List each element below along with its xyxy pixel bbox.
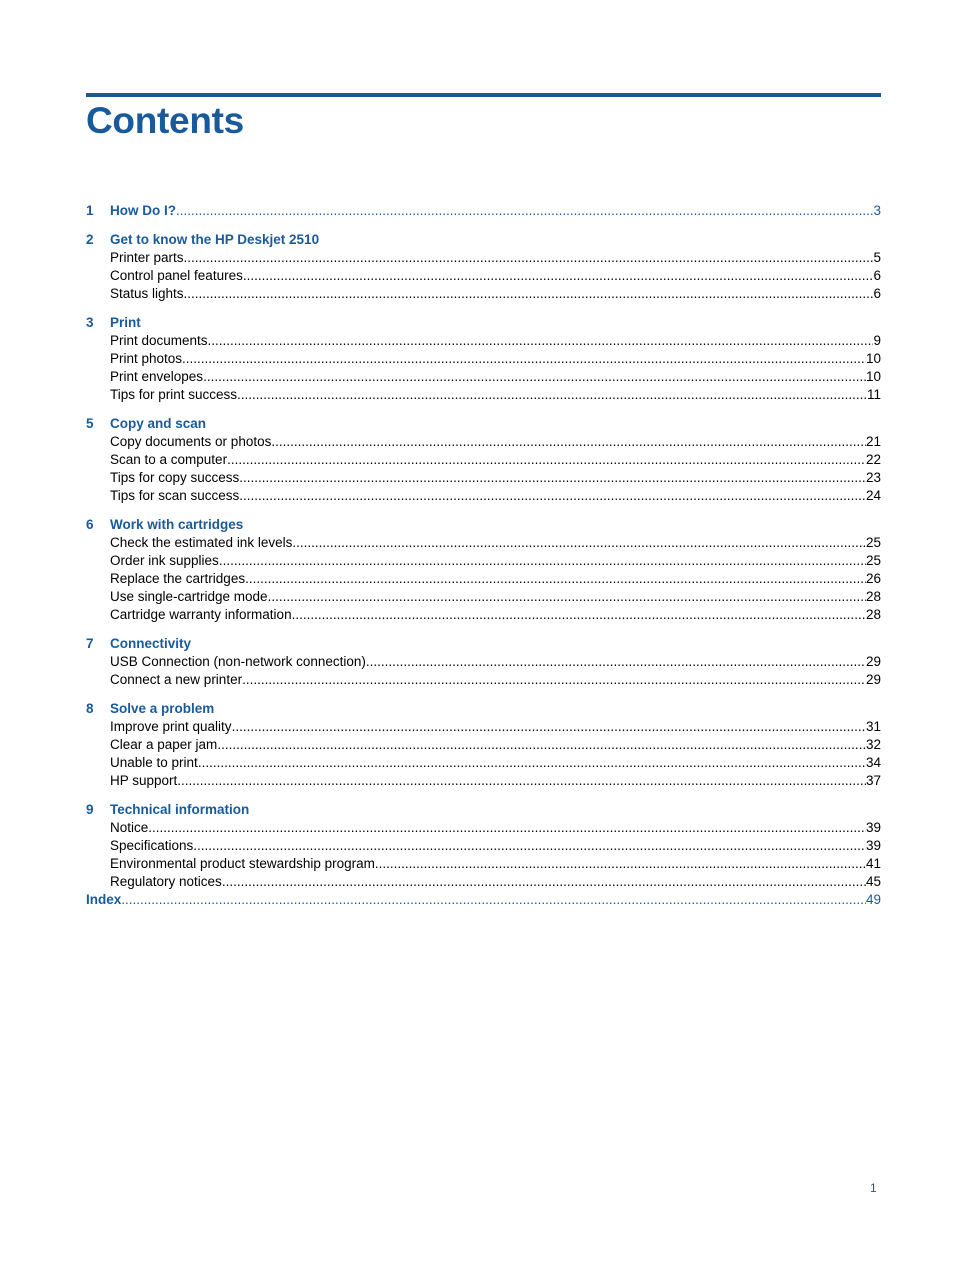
chapter-title: Print	[110, 315, 141, 330]
toc-chapter-heading-link[interactable]	[86, 516, 881, 534]
entry-label: Clear a paper jam	[110, 737, 218, 752]
toc-chapter-8	[86, 700, 881, 790]
entry-label: Cartridge warranty information	[110, 607, 292, 622]
toc-entry-link[interactable]	[110, 552, 881, 570]
entry-label: Environmental product stewardship program	[110, 856, 375, 871]
toc-chapter-6	[86, 516, 881, 624]
entry-label: Tips for scan success	[110, 488, 240, 503]
toc-chapter-1	[86, 202, 881, 220]
dot-leader	[193, 837, 866, 855]
toc-entry-link[interactable]	[110, 534, 881, 552]
entry-label: HP support	[110, 773, 178, 788]
entry-page-number: 10	[865, 369, 881, 384]
toc-chapter-heading-link[interactable]	[86, 801, 881, 819]
dot-leader	[217, 736, 866, 754]
dot-leader	[232, 718, 866, 736]
toc-chapter-9	[86, 801, 881, 891]
entry-label: Tips for copy success	[110, 470, 240, 485]
dot-leader	[203, 368, 866, 386]
toc-entry-link[interactable]	[110, 487, 881, 505]
chapter-title: Copy and scan	[110, 416, 207, 431]
chapter-title: Technical information	[110, 802, 250, 817]
entry-label: Connect a new printer	[110, 672, 243, 687]
entry-label: Unable to print	[110, 755, 198, 770]
entry-page-number: 31	[865, 719, 881, 734]
entry-page-number: 41	[865, 856, 881, 871]
dot-leader	[198, 754, 866, 772]
entry-page-number: 28	[865, 607, 881, 622]
entry-label: Order ink supplies	[110, 553, 219, 568]
toc-entry-link[interactable]	[110, 653, 881, 671]
entry-page-number: 6	[873, 286, 881, 301]
toc-entry-link[interactable]	[110, 855, 881, 873]
dot-leader	[219, 552, 866, 570]
chapter-title: How Do I?	[110, 203, 176, 218]
entry-label: Notice	[110, 820, 149, 835]
entry-page-number: 28	[865, 589, 881, 604]
toc-entry-link[interactable]	[110, 570, 881, 588]
entry-label: Use single-cartridge mode	[110, 589, 268, 604]
chapter-number: 6	[86, 517, 94, 532]
entry-page-number: 39	[865, 820, 881, 835]
entry-page-number: 34	[865, 755, 881, 770]
toc-entry-link[interactable]	[110, 332, 881, 350]
toc-entry-link[interactable]	[110, 819, 881, 837]
entry-label: Control panel features	[110, 268, 243, 283]
chapter-title: Work with cartridges	[110, 517, 244, 532]
toc-chapter-heading-link[interactable]	[86, 635, 881, 653]
entry-page-number: 37	[865, 773, 881, 788]
toc-entry-link[interactable]	[110, 249, 881, 267]
chapter-number: 8	[86, 701, 94, 716]
dot-leader	[243, 267, 874, 285]
chapter-number: 3	[86, 315, 94, 330]
dot-leader	[242, 671, 866, 689]
entry-page-number: 29	[865, 672, 881, 687]
title-rule	[86, 93, 881, 97]
toc-entry-link[interactable]	[110, 433, 881, 451]
dot-leader	[292, 534, 866, 552]
table-of-contents	[86, 202, 881, 909]
toc-chapter-3	[86, 314, 881, 404]
entry-page-number: 22	[865, 452, 881, 467]
toc-entry-link[interactable]	[110, 718, 881, 736]
chapter-number: 7	[86, 636, 94, 651]
index-label: Index	[86, 892, 122, 907]
entry-label: Print documents	[110, 333, 208, 348]
entry-page-number: 23	[865, 470, 881, 485]
page-title: Contents	[86, 100, 244, 141]
entry-label: Print photos	[110, 351, 183, 366]
entry-page-number: 26	[865, 571, 881, 586]
dot-leader	[121, 891, 866, 909]
dot-leader	[271, 433, 866, 451]
dot-leader	[292, 606, 866, 624]
entry-page-number: 6	[873, 268, 881, 283]
entry-label: Check the estimated ink levels	[110, 535, 293, 550]
entry-page-number: 11	[866, 387, 881, 402]
entry-page-number: 39	[865, 838, 881, 853]
toc-chapter-heading-link[interactable]	[86, 202, 881, 220]
toc-entry-link[interactable]	[110, 606, 881, 624]
toc-chapter-heading-link[interactable]	[86, 700, 881, 718]
dot-leader	[375, 855, 866, 873]
toc-entry-link[interactable]	[110, 873, 881, 891]
entry-label: Printer parts	[110, 250, 184, 265]
toc-entry-link[interactable]	[110, 350, 881, 368]
entry-page-number: 9	[873, 333, 881, 348]
footer-page-number: 1	[870, 1181, 877, 1195]
toc-chapter-heading-link[interactable]	[86, 231, 881, 249]
dot-leader	[222, 873, 866, 891]
dot-leader	[239, 487, 866, 505]
chapter-number: 9	[86, 802, 94, 817]
index-page-number: 49	[865, 892, 881, 907]
dot-leader	[148, 819, 866, 837]
toc-entry-link[interactable]	[110, 754, 881, 772]
toc-entry-link[interactable]	[110, 837, 881, 855]
toc-entry-link[interactable]	[110, 386, 881, 404]
toc-entry-link[interactable]	[110, 285, 881, 303]
toc-entry-link[interactable]	[110, 671, 881, 689]
toc-entry-link[interactable]	[110, 368, 881, 386]
toc-chapter-2	[86, 231, 881, 303]
entry-page-number: 25	[865, 535, 881, 550]
dot-leader	[227, 451, 866, 469]
entry-page-number: 10	[865, 351, 881, 366]
entry-label: Print envelopes	[110, 369, 204, 384]
entry-label: Improve print quality	[110, 719, 232, 734]
toc-entry-link[interactable]	[110, 588, 881, 606]
chapter-page-number: 3	[873, 203, 881, 218]
chapter-title: Solve a problem	[110, 701, 215, 716]
toc-entry-link[interactable]	[110, 772, 881, 790]
dot-leader	[239, 469, 866, 487]
toc-index-link[interactable]	[86, 891, 881, 909]
entry-label: Specifications	[110, 838, 194, 853]
dot-leader	[177, 772, 866, 790]
entry-page-number: 32	[865, 737, 881, 752]
toc-chapter-5	[86, 415, 881, 505]
entry-label: Replace the cartridges	[110, 571, 246, 586]
dot-leader	[176, 202, 873, 220]
toc-entry-link[interactable]	[110, 451, 881, 469]
chapter-number: 5	[86, 416, 94, 431]
entry-page-number: 5	[873, 250, 881, 265]
entry-page-number: 45	[865, 874, 881, 889]
toc-chapter-7	[86, 635, 881, 689]
dot-leader	[182, 350, 866, 368]
entry-label: Tips for print success	[110, 387, 238, 402]
dot-leader	[366, 653, 866, 671]
dot-leader	[268, 588, 866, 606]
entry-label: USB Connection (non-network connection)	[110, 654, 366, 669]
entry-page-number: 25	[865, 553, 881, 568]
dot-leader	[237, 386, 867, 404]
chapter-number: 1	[86, 203, 94, 218]
toc-entry-link[interactable]	[110, 267, 881, 285]
toc-entry-link[interactable]	[110, 469, 881, 487]
dot-leader	[245, 570, 866, 588]
entry-label: Copy documents or photos	[110, 434, 272, 449]
toc-chapter-heading-link[interactable]	[86, 415, 881, 433]
dot-leader	[184, 249, 874, 267]
entry-label: Scan to a computer	[110, 452, 228, 467]
entry-label: Status lights	[110, 286, 184, 301]
toc-entry-link[interactable]	[110, 736, 881, 754]
entry-page-number: 21	[865, 434, 881, 449]
toc-chapter-heading-link[interactable]	[86, 314, 881, 332]
entry-page-number: 29	[865, 654, 881, 669]
chapter-number: 2	[86, 232, 94, 247]
chapter-title: Get to know the HP Deskjet 2510	[110, 232, 320, 247]
entry-label: Regulatory notices	[110, 874, 222, 889]
entry-page-number: 24	[865, 488, 881, 503]
dot-leader	[184, 285, 874, 303]
dot-leader	[208, 332, 874, 350]
chapter-title: Connectivity	[110, 636, 192, 651]
